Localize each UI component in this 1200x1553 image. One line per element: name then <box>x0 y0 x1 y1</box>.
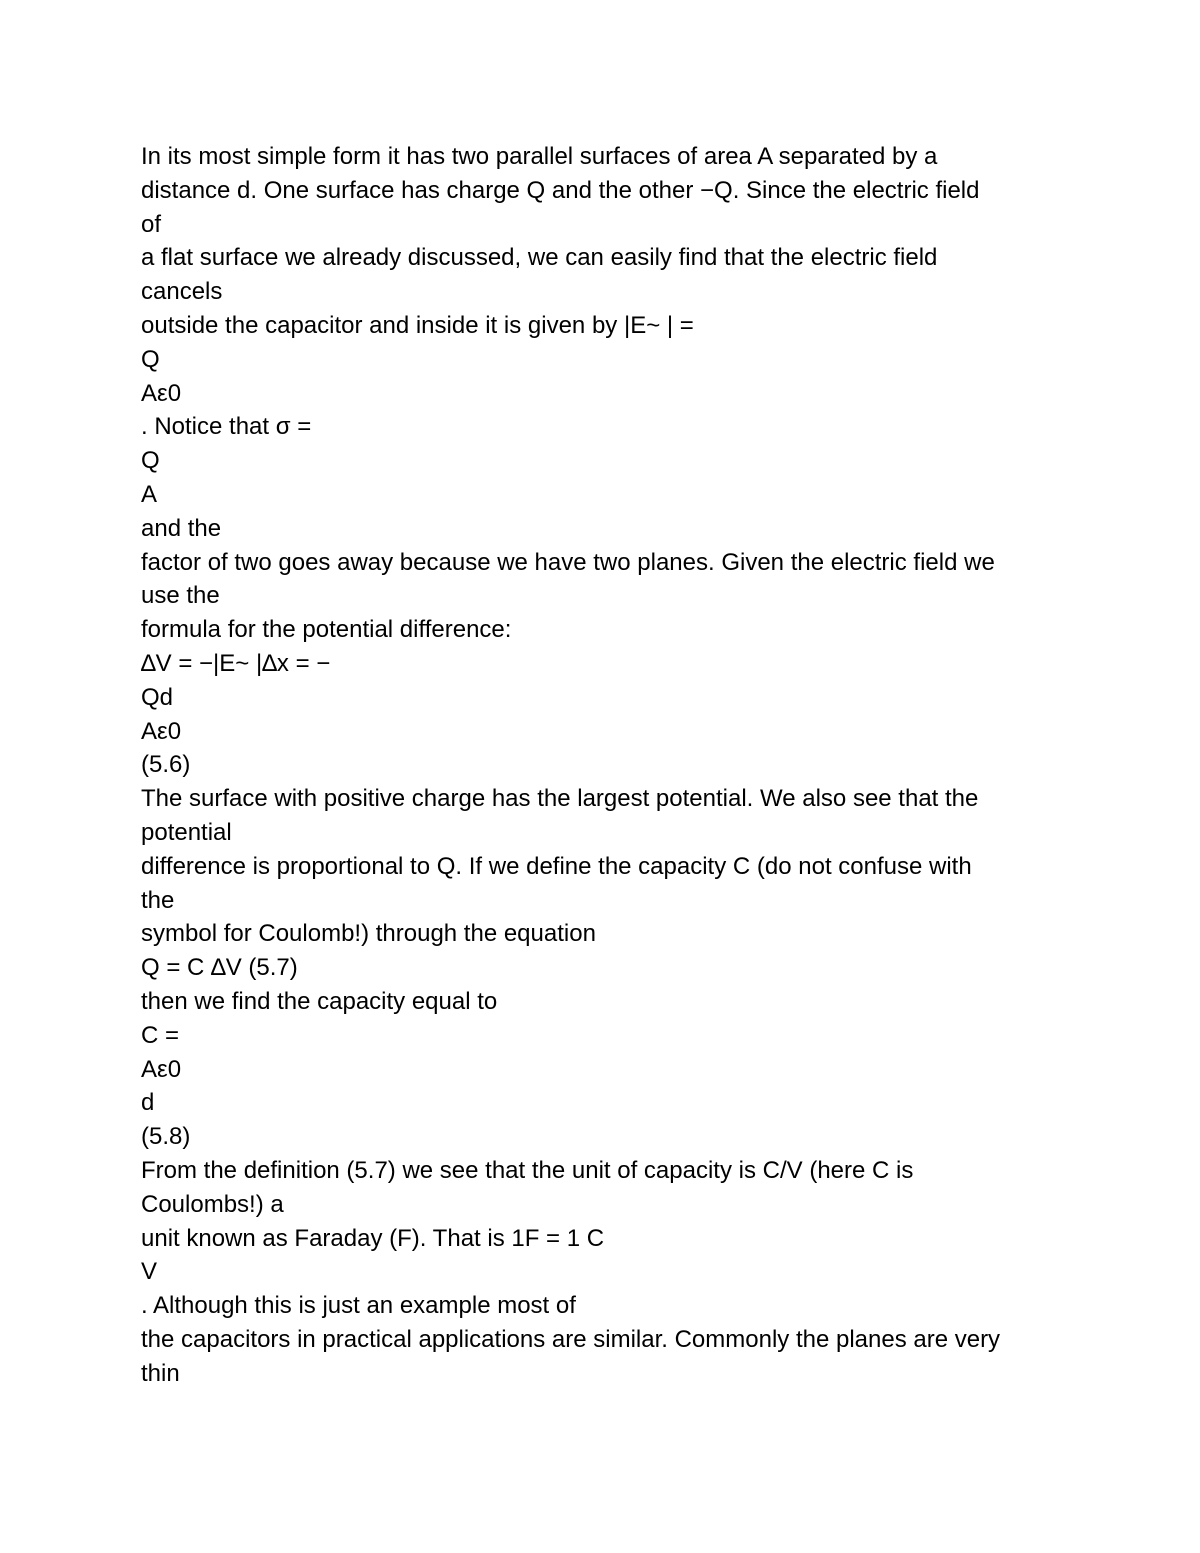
body-text <box>141 140 1071 1390</box>
text-line: use the <box>141 582 220 610</box>
text-line: . Although this is just an example most of <box>141 1292 576 1320</box>
text-line: outside the capacitor and inside it is given by |E~ | = <box>141 311 694 339</box>
equation-line: Aε0 <box>141 1055 182 1083</box>
equation-line: Q <box>141 345 160 373</box>
text-line: symbol for Coulomb!) through the equation <box>141 920 596 948</box>
text-line: Coulombs!) a <box>141 1190 284 1218</box>
equation-line: d <box>141 1089 155 1117</box>
text-line: difference is proportional to Q. If we define the capacity C (do not confuse with <box>141 852 972 880</box>
equation-line: Q = C ∆V (5.7) <box>141 954 298 982</box>
equation-line: V <box>141 1258 158 1286</box>
text-line: distance d. One surface has charge Q and the other −Q. Since the electric field <box>141 176 980 204</box>
text-line: then we find the capacity equal to <box>141 987 498 1015</box>
text-line: the <box>141 886 175 914</box>
text-line: a flat surface we already discussed, we can easily find that the electric field <box>141 244 938 272</box>
text-line: cancels <box>141 278 223 306</box>
text-line: and the <box>141 514 222 542</box>
equation-line: A <box>141 480 158 508</box>
equation-line: Aε0 <box>141 379 182 407</box>
text-line: In its most simple form it has two parallel surfaces of area A separated by a <box>141 143 938 170</box>
equation-line: ∆V = −|E~ |∆x = − <box>141 649 331 677</box>
equation-number: (5.8) <box>141 1123 191 1151</box>
text-line: unit known as Faraday (F). That is 1F = 1 C <box>141 1224 605 1252</box>
text-line: factor of two goes away because we have two planes. Given the electric field we <box>141 548 995 576</box>
equation-line: C = <box>141 1021 180 1049</box>
equation-line: Qd <box>141 683 174 711</box>
text-line: The surface with positive charge has the largest potential. We also see that the <box>141 785 979 813</box>
text-line: of <box>141 210 162 238</box>
text-line: thin <box>141 1359 180 1387</box>
text-line: formula for the potential difference: <box>141 616 512 644</box>
equation-line: Q <box>141 447 160 475</box>
equation-number: (5.6) <box>141 751 191 779</box>
text-line: . Notice that σ = <box>141 413 312 441</box>
equation-line: Aε0 <box>141 717 182 745</box>
text-line: From the definition (5.7) we see that the unit of capacity is C/V (here C is <box>141 1156 914 1184</box>
text-line: potential <box>141 818 232 846</box>
text-line: the capacitors in practical applications are similar. Commonly the planes are very <box>141 1325 1001 1353</box>
